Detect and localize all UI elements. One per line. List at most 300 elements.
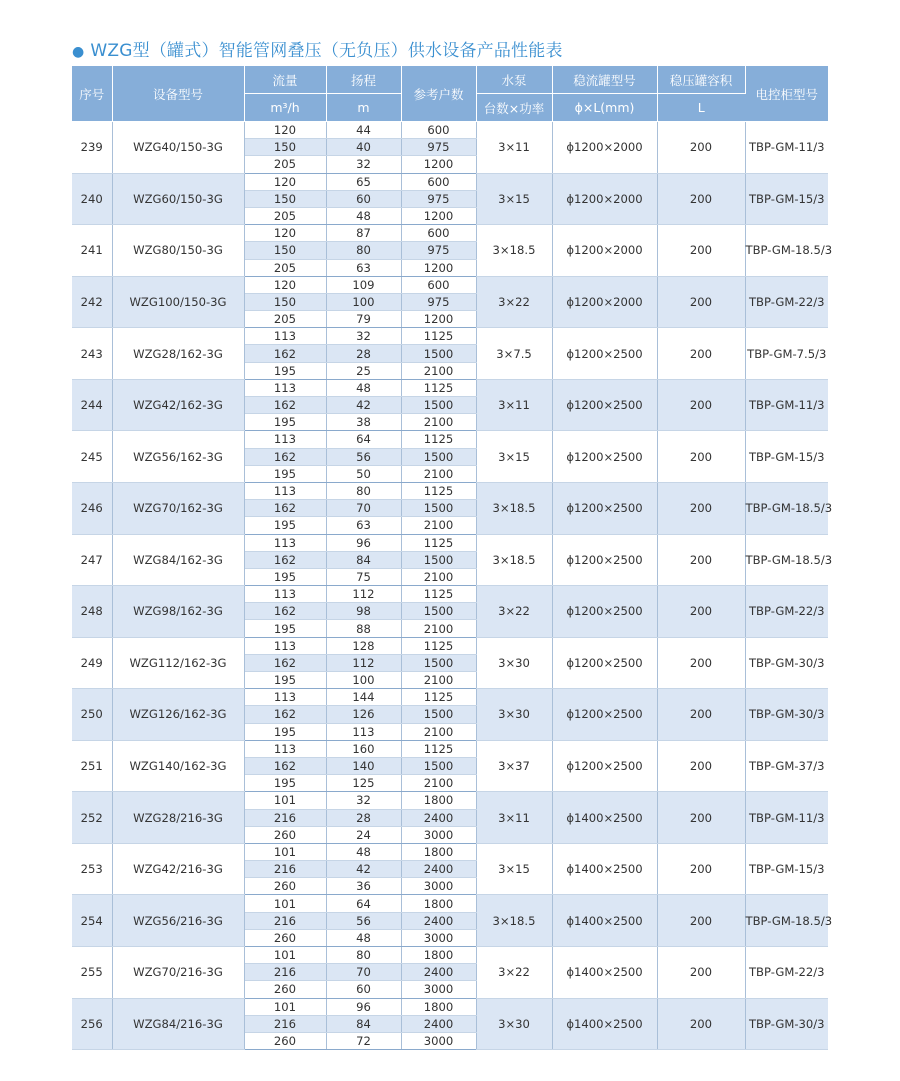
header-head-unit: m [326, 94, 401, 122]
cell-cabinet: TBP-GM-15/3 [745, 173, 828, 225]
sub-row [72, 328, 828, 345]
cell-flow: 260 [244, 878, 326, 895]
cell-model: WZG28/162-3G [112, 328, 244, 380]
cell-households: 3000 [401, 1032, 476, 1049]
table-row [72, 173, 828, 225]
cell-households: 975 [401, 293, 476, 310]
cell-pump: 3×18.5 [476, 482, 552, 534]
cell-households: 1125 [401, 637, 476, 654]
cell-flow: 101 [244, 792, 326, 809]
cell-cabinet: TBP-GM-15/3 [745, 843, 828, 895]
cell-head: 24 [326, 826, 401, 843]
header-cabinet: 电控柜型号 [745, 66, 828, 122]
cell-tank: ϕ1400×2500 [552, 895, 657, 947]
cell-flow: 162 [244, 500, 326, 517]
cell-flow: 162 [244, 757, 326, 774]
sub-row [72, 431, 828, 448]
cell-tank: ϕ1200×2500 [552, 637, 657, 689]
cell-households: 1500 [401, 551, 476, 568]
cell-households: 1125 [401, 586, 476, 603]
cell-model: WZG40/150-3G [112, 122, 244, 174]
cell-head: 63 [326, 259, 401, 276]
cell-households: 2400 [401, 861, 476, 878]
cell-head: 48 [326, 929, 401, 946]
cell-cabinet: TBP-GM-30/3 [745, 637, 828, 689]
cell-cabinet: TBP-GM-18.5/3 [745, 225, 828, 277]
cell-households: 1500 [401, 500, 476, 517]
header-pump-unit: 台数×功率 [476, 94, 552, 122]
sub-row [72, 225, 828, 242]
cell-head: 72 [326, 1032, 401, 1049]
table-row [72, 328, 828, 380]
table-row [72, 225, 833, 277]
cell-head: 36 [326, 878, 401, 895]
cell-flow: 216 [244, 809, 326, 826]
cell-cabinet: TBP-GM-30/3 [745, 998, 828, 1050]
cell-households: 3000 [401, 826, 476, 843]
cell-head: 112 [326, 586, 401, 603]
cell-pump: 3×30 [476, 637, 552, 689]
cell-flow: 162 [244, 706, 326, 723]
cell-flow: 120 [244, 225, 326, 242]
cell-head: 112 [326, 654, 401, 671]
cell-head: 44 [326, 122, 401, 139]
cell-model: WZG98/162-3G [112, 586, 244, 638]
cell-flow: 162 [244, 345, 326, 362]
cell-model: WZG28/216-3G [112, 792, 244, 844]
cell-vol: 200 [657, 947, 745, 999]
cell-model: WZG60/150-3G [112, 173, 244, 225]
header-tank: 稳流罐型号 [552, 66, 657, 94]
cell-households: 2100 [401, 775, 476, 792]
cell-head: 79 [326, 311, 401, 328]
cell-seq: 242 [72, 276, 112, 328]
cell-flow: 195 [244, 723, 326, 740]
cell-tank: ϕ1200×2000 [552, 173, 657, 225]
sub-row [72, 998, 828, 1015]
cell-vol: 200 [657, 534, 745, 586]
cell-flow: 260 [244, 929, 326, 946]
cell-head: 125 [326, 775, 401, 792]
cell-head: 50 [326, 465, 401, 482]
cell-seq: 251 [72, 740, 112, 792]
cell-seq: 244 [72, 379, 112, 431]
cell-cabinet: TBP-GM-22/3 [745, 586, 828, 638]
cell-flow: 260 [244, 981, 326, 998]
cell-flow: 260 [244, 1032, 326, 1049]
cell-model: WZG140/162-3G [112, 740, 244, 792]
cell-model: WZG70/216-3G [112, 947, 244, 999]
cell-seq: 250 [72, 689, 112, 741]
sub-row [72, 122, 828, 139]
cell-flow: 120 [244, 173, 326, 190]
cell-flow: 113 [244, 482, 326, 499]
cell-households: 1125 [401, 328, 476, 345]
cell-head: 144 [326, 689, 401, 706]
cell-seq: 247 [72, 534, 112, 586]
cell-tank: ϕ1200×2000 [552, 225, 657, 277]
cell-tank: ϕ1200×2500 [552, 482, 657, 534]
cell-pump: 3×11 [476, 792, 552, 844]
cell-flow: 113 [244, 534, 326, 551]
cell-head: 48 [326, 379, 401, 396]
cell-head: 87 [326, 225, 401, 242]
cell-flow: 195 [244, 414, 326, 431]
cell-tank: ϕ1200×2500 [552, 379, 657, 431]
cell-households: 3000 [401, 981, 476, 998]
cell-head: 75 [326, 568, 401, 585]
cell-flow: 150 [244, 293, 326, 310]
cell-head: 64 [326, 895, 401, 912]
cell-households: 3000 [401, 878, 476, 895]
cell-cabinet: TBP-GM-22/3 [745, 276, 828, 328]
cell-households: 2100 [401, 723, 476, 740]
cell-households: 1200 [401, 207, 476, 224]
cell-model: WZG84/216-3G [112, 998, 244, 1050]
cell-pump: 3×18.5 [476, 534, 552, 586]
cell-head: 70 [326, 500, 401, 517]
cell-head: 96 [326, 534, 401, 551]
cell-households: 1125 [401, 689, 476, 706]
sub-row [72, 173, 828, 190]
sub-row [72, 689, 828, 706]
cell-cabinet: TBP-GM-37/3 [745, 740, 828, 792]
table-row [72, 586, 828, 638]
cell-head: 80 [326, 242, 401, 259]
cell-vol: 200 [657, 689, 745, 741]
cell-vol: 200 [657, 173, 745, 225]
cell-head: 126 [326, 706, 401, 723]
cell-flow: 205 [244, 259, 326, 276]
table-row [72, 947, 828, 999]
header-tank-unit: ϕ×L(mm) [552, 94, 657, 122]
cell-cabinet: TBP-GM-11/3 [745, 792, 828, 844]
cell-flow: 216 [244, 912, 326, 929]
cell-seq: 246 [72, 482, 112, 534]
cell-tank: ϕ1200×2500 [552, 689, 657, 741]
cell-head: 84 [326, 1015, 401, 1032]
cell-households: 2100 [401, 568, 476, 585]
cell-households: 2100 [401, 465, 476, 482]
cell-flow: 216 [244, 1015, 326, 1032]
cell-head: 128 [326, 637, 401, 654]
table-row [72, 843, 828, 895]
table-row [72, 482, 833, 534]
cell-head: 40 [326, 139, 401, 156]
sub-row [72, 586, 828, 603]
cell-vol: 200 [657, 843, 745, 895]
table-row [72, 895, 833, 947]
cell-flow: 205 [244, 156, 326, 173]
cell-flow: 113 [244, 431, 326, 448]
cell-flow: 113 [244, 379, 326, 396]
cell-vol: 200 [657, 225, 745, 277]
cell-flow: 205 [244, 311, 326, 328]
cell-flow: 150 [244, 190, 326, 207]
header-flow-unit: m³/h [244, 94, 326, 122]
cell-households: 1800 [401, 998, 476, 1015]
cell-vol: 200 [657, 637, 745, 689]
cell-households: 3000 [401, 929, 476, 946]
cell-households: 1500 [401, 706, 476, 723]
cell-households: 600 [401, 276, 476, 293]
cell-households: 600 [401, 225, 476, 242]
cell-pump: 3×15 [476, 173, 552, 225]
cell-head: 113 [326, 723, 401, 740]
cell-flow: 162 [244, 448, 326, 465]
cell-households: 600 [401, 173, 476, 190]
table-row [72, 379, 828, 431]
cell-seq: 252 [72, 792, 112, 844]
cell-flow: 216 [244, 964, 326, 981]
cell-vol: 200 [657, 431, 745, 483]
cell-households: 1125 [401, 379, 476, 396]
cell-head: 56 [326, 448, 401, 465]
header-seq: 序号 [72, 66, 112, 122]
cell-seq: 245 [72, 431, 112, 483]
cell-households: 2400 [401, 964, 476, 981]
cell-head: 100 [326, 672, 401, 689]
cell-flow: 195 [244, 620, 326, 637]
cell-flow: 113 [244, 689, 326, 706]
cell-head: 60 [326, 190, 401, 207]
cell-flow: 195 [244, 568, 326, 585]
cell-pump: 3×11 [476, 122, 552, 174]
cell-vol: 200 [657, 328, 745, 380]
cell-seq: 253 [72, 843, 112, 895]
cell-households: 2100 [401, 414, 476, 431]
cell-cabinet: TBP-GM-18.5/3 [745, 895, 828, 947]
cell-tank: ϕ1400×2500 [552, 998, 657, 1050]
cell-households: 1500 [401, 448, 476, 465]
cell-households: 600 [401, 122, 476, 139]
cell-head: 42 [326, 397, 401, 414]
cell-flow: 216 [244, 861, 326, 878]
cell-flow: 195 [244, 517, 326, 534]
cell-head: 48 [326, 207, 401, 224]
cell-flow: 195 [244, 775, 326, 792]
cell-flow: 162 [244, 654, 326, 671]
cell-seq: 248 [72, 586, 112, 638]
cell-households: 1500 [401, 654, 476, 671]
cell-seq: 241 [72, 225, 112, 277]
cell-households: 1500 [401, 603, 476, 620]
cell-households: 975 [401, 190, 476, 207]
header-head: 扬程 [326, 66, 401, 94]
cell-head: 98 [326, 603, 401, 620]
cell-head: 28 [326, 345, 401, 362]
table-row [72, 276, 828, 328]
cell-flow: 195 [244, 672, 326, 689]
cell-households: 2100 [401, 620, 476, 637]
cell-head: 25 [326, 362, 401, 379]
cell-tank: ϕ1200×2000 [552, 122, 657, 174]
cell-pump: 3×30 [476, 689, 552, 741]
sub-row [72, 895, 828, 912]
sub-row [72, 792, 828, 809]
cell-tank: ϕ1200×2500 [552, 740, 657, 792]
header-pump: 水泵 [476, 66, 552, 94]
cell-vol: 200 [657, 122, 745, 174]
cell-head: 28 [326, 809, 401, 826]
cell-seq: 254 [72, 895, 112, 947]
cell-flow: 150 [244, 139, 326, 156]
performance-table [72, 66, 833, 1050]
cell-households: 1800 [401, 792, 476, 809]
sub-row [72, 947, 828, 964]
cell-vol: 200 [657, 276, 745, 328]
cell-households: 975 [401, 242, 476, 259]
cell-tank: ϕ1200×2500 [552, 431, 657, 483]
cell-vol: 200 [657, 740, 745, 792]
cell-head: 63 [326, 517, 401, 534]
cell-households: 1125 [401, 482, 476, 499]
cell-flow: 162 [244, 603, 326, 620]
cell-households: 1125 [401, 534, 476, 551]
cell-pump: 3×7.5 [476, 328, 552, 380]
cell-households: 1500 [401, 345, 476, 362]
cell-cabinet: TBP-GM-11/3 [745, 379, 828, 431]
cell-model: WZG100/150-3G [112, 276, 244, 328]
cell-cabinet: TBP-GM-18.5/3 [745, 534, 828, 586]
cell-flow: 113 [244, 328, 326, 345]
cell-head: 140 [326, 757, 401, 774]
cell-seq: 256 [72, 998, 112, 1050]
cell-vol: 200 [657, 379, 745, 431]
cell-model: WZG42/216-3G [112, 843, 244, 895]
sub-row [72, 276, 828, 293]
cell-households: 2100 [401, 672, 476, 689]
cell-households: 1800 [401, 947, 476, 964]
cell-seq: 240 [72, 173, 112, 225]
sub-row [72, 637, 828, 654]
cell-cabinet: TBP-GM-7.5/3 [745, 328, 828, 380]
cell-tank: ϕ1200×2500 [552, 586, 657, 638]
sub-row [72, 534, 828, 551]
cell-households: 975 [401, 139, 476, 156]
cell-pump: 3×11 [476, 379, 552, 431]
table-header [72, 66, 828, 122]
cell-tank: ϕ1400×2500 [552, 947, 657, 999]
cell-pump: 3×37 [476, 740, 552, 792]
cell-pump: 3×18.5 [476, 225, 552, 277]
cell-flow: 113 [244, 637, 326, 654]
cell-flow: 113 [244, 586, 326, 603]
cell-head: 100 [326, 293, 401, 310]
cell-pump: 3×18.5 [476, 895, 552, 947]
cell-head: 84 [326, 551, 401, 568]
cell-head: 42 [326, 861, 401, 878]
cell-model: WZG80/150-3G [112, 225, 244, 277]
cell-head: 32 [326, 328, 401, 345]
cell-vol: 200 [657, 482, 745, 534]
cell-head: 38 [326, 414, 401, 431]
cell-flow: 101 [244, 843, 326, 860]
cell-pump: 3×15 [476, 843, 552, 895]
cell-pump: 3×22 [476, 276, 552, 328]
header-households: 参考户数 [401, 66, 476, 122]
cell-seq: 239 [72, 122, 112, 174]
cell-households: 2400 [401, 1015, 476, 1032]
table-row [72, 998, 828, 1050]
cell-seq: 243 [72, 328, 112, 380]
cell-model: WZG112/162-3G [112, 637, 244, 689]
cell-flow: 260 [244, 826, 326, 843]
header-flow: 流量 [244, 66, 326, 94]
cell-head: 32 [326, 792, 401, 809]
cell-households: 1125 [401, 740, 476, 757]
cell-cabinet: TBP-GM-11/3 [745, 122, 828, 174]
cell-head: 32 [326, 156, 401, 173]
cell-tank: ϕ1400×2500 [552, 792, 657, 844]
cell-cabinet: TBP-GM-22/3 [745, 947, 828, 999]
cell-model: WZG70/162-3G [112, 482, 244, 534]
cell-tank: ϕ1200×2500 [552, 534, 657, 586]
cell-households: 1500 [401, 397, 476, 414]
cell-flow: 195 [244, 362, 326, 379]
sub-row [72, 843, 828, 860]
header-vol-unit: L [657, 94, 745, 122]
cell-households: 1200 [401, 311, 476, 328]
cell-model: WZG42/162-3G [112, 379, 244, 431]
table-row [72, 431, 828, 483]
cell-head: 48 [326, 843, 401, 860]
cell-pump: 3×15 [476, 431, 552, 483]
cell-head: 80 [326, 482, 401, 499]
cell-flow: 120 [244, 276, 326, 293]
cell-pump: 3×22 [476, 947, 552, 999]
cell-vol: 200 [657, 586, 745, 638]
cell-head: 64 [326, 431, 401, 448]
table-row [72, 792, 828, 844]
page-title-text: WZG型（罐式）智能管网叠压（无负压）供水设备产品性能表 [90, 41, 563, 61]
cell-head: 109 [326, 276, 401, 293]
cell-households: 2400 [401, 809, 476, 826]
cell-flow: 150 [244, 242, 326, 259]
cell-tank: ϕ1200×2000 [552, 276, 657, 328]
table-row [72, 689, 828, 741]
cell-flow: 195 [244, 465, 326, 482]
cell-flow: 205 [244, 207, 326, 224]
page-title [72, 36, 563, 61]
cell-cabinet: TBP-GM-15/3 [745, 431, 828, 483]
cell-households: 1800 [401, 895, 476, 912]
cell-model: WZG56/216-3G [112, 895, 244, 947]
cell-seq: 255 [72, 947, 112, 999]
cell-flow: 113 [244, 740, 326, 757]
cell-vol: 200 [657, 895, 745, 947]
table-row [72, 637, 828, 689]
cell-flow: 101 [244, 998, 326, 1015]
sub-row [72, 740, 828, 757]
cell-head: 160 [326, 740, 401, 757]
cell-households: 2100 [401, 362, 476, 379]
cell-flow: 101 [244, 947, 326, 964]
cell-households: 2400 [401, 912, 476, 929]
cell-head: 56 [326, 912, 401, 929]
cell-households: 1500 [401, 757, 476, 774]
cell-tank: ϕ1400×2500 [552, 843, 657, 895]
cell-head: 60 [326, 981, 401, 998]
bullet-dot-icon: ● [72, 44, 85, 60]
table-row [72, 740, 828, 792]
cell-flow: 162 [244, 551, 326, 568]
cell-head: 80 [326, 947, 401, 964]
cell-households: 1800 [401, 843, 476, 860]
header-vol: 稳压罐容积 [657, 66, 745, 94]
cell-flow: 101 [244, 895, 326, 912]
cell-vol: 200 [657, 998, 745, 1050]
